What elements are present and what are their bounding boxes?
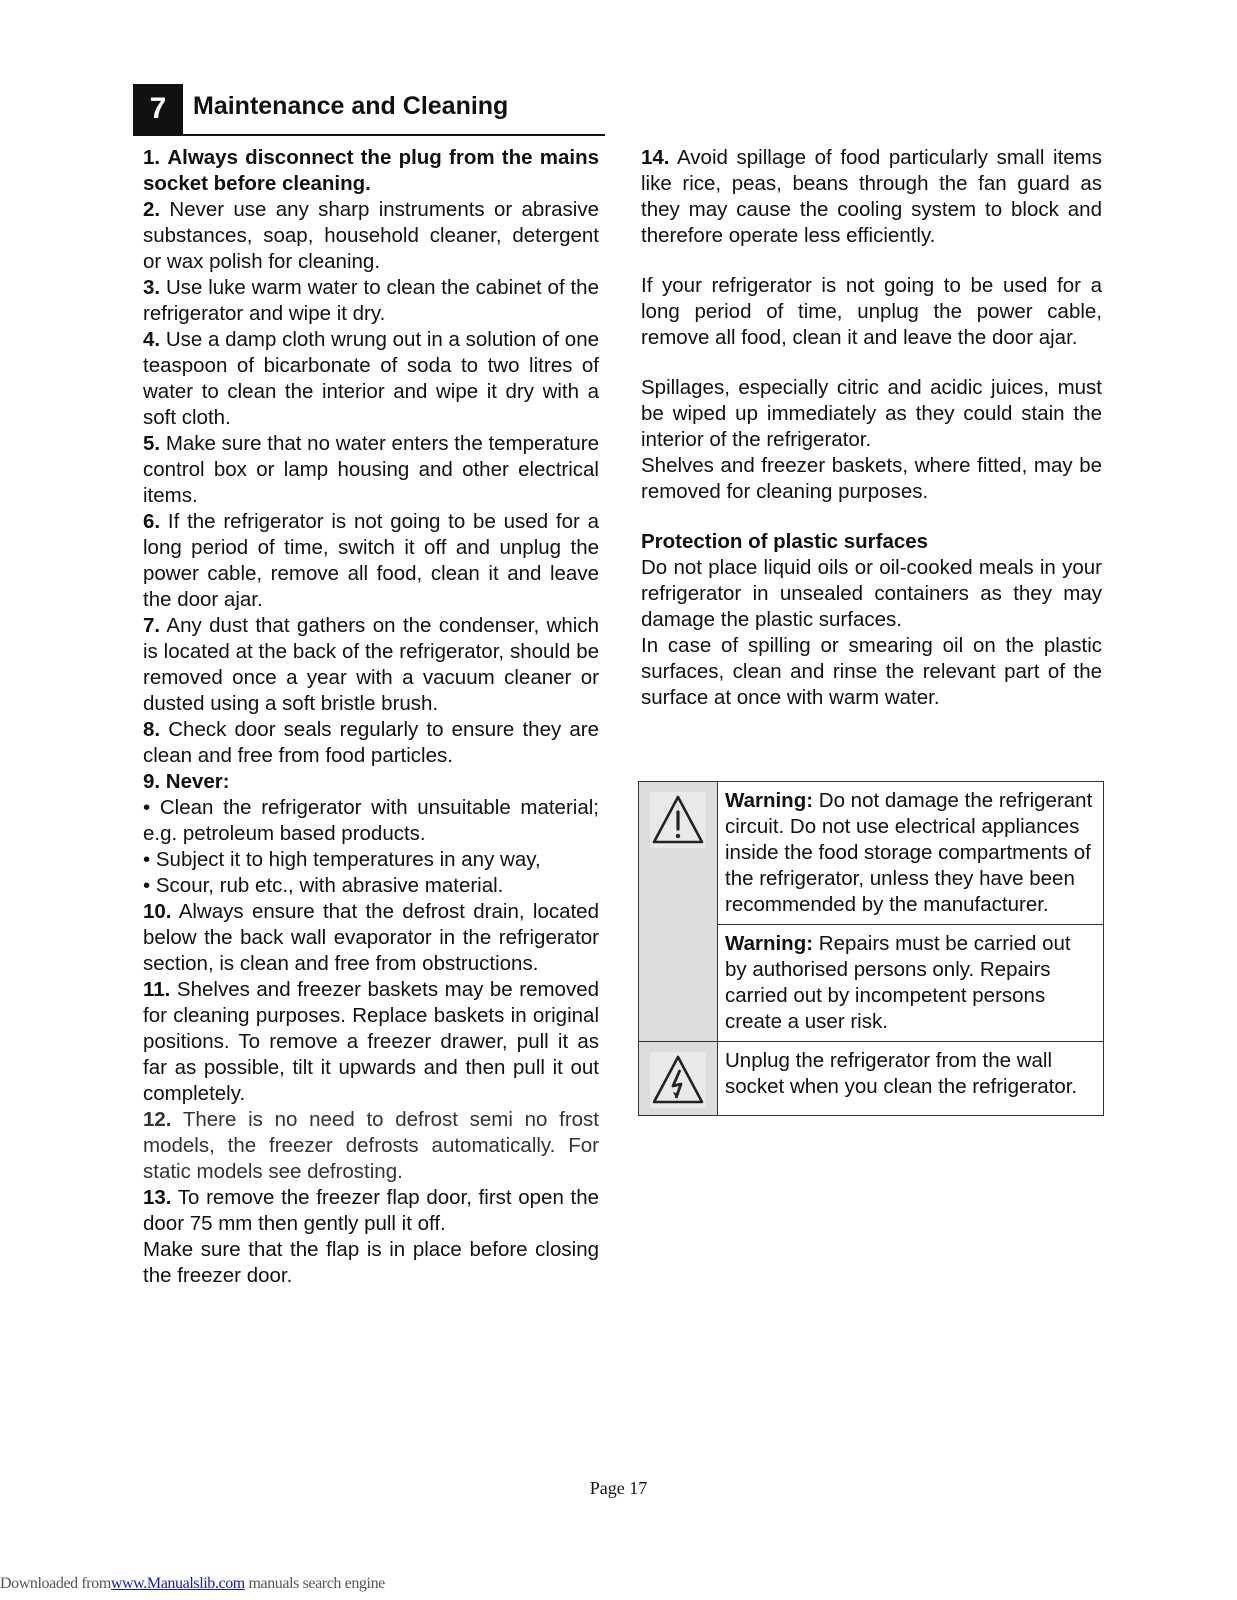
download-prefix: Downloaded from: [0, 1575, 111, 1592]
item-number: 12.: [143, 1108, 172, 1131]
list-item: [143, 977, 599, 1107]
item-number: 11.: [143, 978, 171, 1001]
item-text: • Subject it to high temperatures in any way,: [143, 848, 541, 871]
list-item: [143, 873, 599, 899]
list-item: [143, 613, 599, 717]
manualslib-link[interactable]: www.Manualslib.com: [110, 1575, 245, 1592]
list-item: [143, 899, 599, 977]
warning-label: Warning:: [725, 789, 814, 812]
list-item: [143, 197, 599, 275]
item-text: • Clean the refrigerator with unsuitable material; e.g. petroleum based products.: [143, 796, 599, 845]
item-text: Any dust that gathers on the condenser, which is located at the back of the refrigerator, should be removed once a year with a vacuum cleaner or dusted using a soft bristle brush.: [143, 614, 599, 715]
right-column: [641, 145, 1102, 711]
item-number: 6.: [143, 510, 161, 533]
left-column: [143, 145, 599, 1289]
warning-label: Warning:: [725, 932, 814, 955]
item-number: 8.: [143, 718, 161, 741]
download-suffix: manuals search engine: [244, 1575, 385, 1592]
item-text: Never use any sharp instruments or abrasive substances, soap, household cleaner, detergent or wax polish for cleaning.: [143, 198, 599, 273]
icon-cell: [639, 1042, 718, 1116]
item-text: To remove the freezer flap door, first open the door 75 mm then gently pull it off.: [143, 1186, 599, 1235]
icon-cell: [639, 782, 718, 1042]
warning-text: Repairs must be carried out by authorised persons only. Repairs carried out by incompetent persons create a user risk.: [725, 932, 1071, 1033]
item-number: 5.: [143, 432, 161, 455]
chapter-number: 7: [133, 84, 183, 134]
list-item: [143, 145, 599, 197]
paragraph-shelves: Shelves and freezer baskets, where fitted, may be removed for cleaning purposes.: [641, 454, 1102, 503]
list-item: [143, 795, 599, 847]
item-number: 9. Never:: [143, 770, 230, 793]
warning-cell: [718, 782, 1104, 925]
warning-cell: [718, 925, 1104, 1042]
chapter-header: [133, 84, 605, 136]
item-number: 13.: [143, 1186, 172, 1209]
list-item: [143, 1237, 599, 1289]
list-item: [143, 847, 599, 873]
item-number: 10.: [143, 900, 172, 923]
list-item: [143, 275, 599, 327]
list-item: [143, 1107, 599, 1185]
item-text: Always ensure that the defrost drain, located below the back wall evaporator in the refrigerator section, is clean and free from obstructions.: [143, 900, 599, 975]
page-number: Page 17: [589, 1478, 648, 1498]
item-text: Make sure that no water enters the temperature control box or lamp housing and other electrical items.: [143, 432, 599, 507]
section-heading: [641, 529, 1102, 555]
download-footer: [0, 1575, 385, 1593]
warning-text: Unplug the refrigerator from the wall socket when you clean the refrigerator.: [725, 1049, 1078, 1098]
paragraph-long-period: If your refrigerator is not going to be used for a long period of time, unplug the power cable, remove all food, clean it and leave the door ajar.: [641, 274, 1102, 349]
item-number: 1.: [143, 146, 161, 169]
item-text: Use a damp cloth wrung out in a solution of one teaspoon of bicarbonate of soda to two litres of water to clean the interior and wipe it dry with a soft cloth.: [143, 328, 599, 429]
warning-triangle-icon: [650, 792, 706, 848]
warning-cell: [718, 1042, 1104, 1116]
table-row: [639, 1042, 1104, 1116]
item-number: 2.: [143, 198, 161, 221]
item-text: • Scour, rub etc., with abrasive material.: [143, 874, 504, 897]
warning-table: [638, 781, 1104, 1116]
item-text: There is no need to defrost semi no frost models, the freezer defrosts automatically. For static models see defrosting.: [143, 1108, 599, 1183]
list-item: [143, 431, 599, 509]
item-text: Shelves and freezer baskets may be removed for cleaning purposes. Replace baskets in original positions. To remove a freezer drawer, pull it as far as possible, tilt it upwards and then pull it out completely.: [143, 978, 600, 1105]
table-row: [639, 782, 1104, 925]
item-number: 4.: [143, 328, 161, 351]
page-title: Maintenance and Cleaning: [193, 92, 509, 120]
electric-hazard-icon: [650, 1052, 706, 1108]
list-item: [143, 327, 599, 431]
list-item: [143, 509, 599, 613]
paragraph-spillages: Spillages, especially citric and acidic juices, must be wiped up immediately as they could stain the interior of the refrigerator.: [641, 376, 1102, 451]
list-item: [641, 145, 1102, 249]
list-item: [143, 717, 599, 769]
item-text: Check door seals regularly to ensure they are clean and free from food particles.: [143, 718, 599, 767]
plastic-heading: Protection of plastic surfaces: [641, 530, 929, 553]
item-number: 7.: [143, 614, 161, 637]
item-text: Always disconnect the plug from the mains socket before cleaning.: [143, 146, 599, 195]
list-item: [143, 1185, 599, 1237]
warning-text: Do not damage the refrigerant circuit. Do not use electrical appliances inside the food storage compartments of the refrigerator, unless they have been recommended by the manufacturer.: [725, 789, 1093, 916]
item-number: 14.: [641, 146, 670, 169]
list-item: [143, 769, 599, 795]
item-number: 3.: [143, 276, 161, 299]
item-text: Use luke warm water to clean the cabinet of the refrigerator and wipe it dry.: [143, 276, 599, 325]
paragraph-plastic-2: In case of spilling or smearing oil on the plastic surfaces, clean and rinse the relevant part of the surface at once with warm water.: [641, 634, 1102, 709]
item-text: Make sure that the flap is in place before closing the freezer door.: [143, 1238, 599, 1287]
item-text: Avoid spillage of food particularly small items like rice, peas, beans through the fan guard as they may cause the cooling system to block and therefore operate less efficiently.: [641, 146, 1102, 247]
item-text: If the refrigerator is not going to be used for a long period of time, switch it off and unplug the power cable, remove all food, clean it and leave the door ajar.: [143, 510, 599, 611]
paragraph-plastic-1: Do not place liquid oils or oil-cooked meals in your refrigerator in unsealed containers as they may damage the plastic surfaces.: [641, 556, 1102, 631]
